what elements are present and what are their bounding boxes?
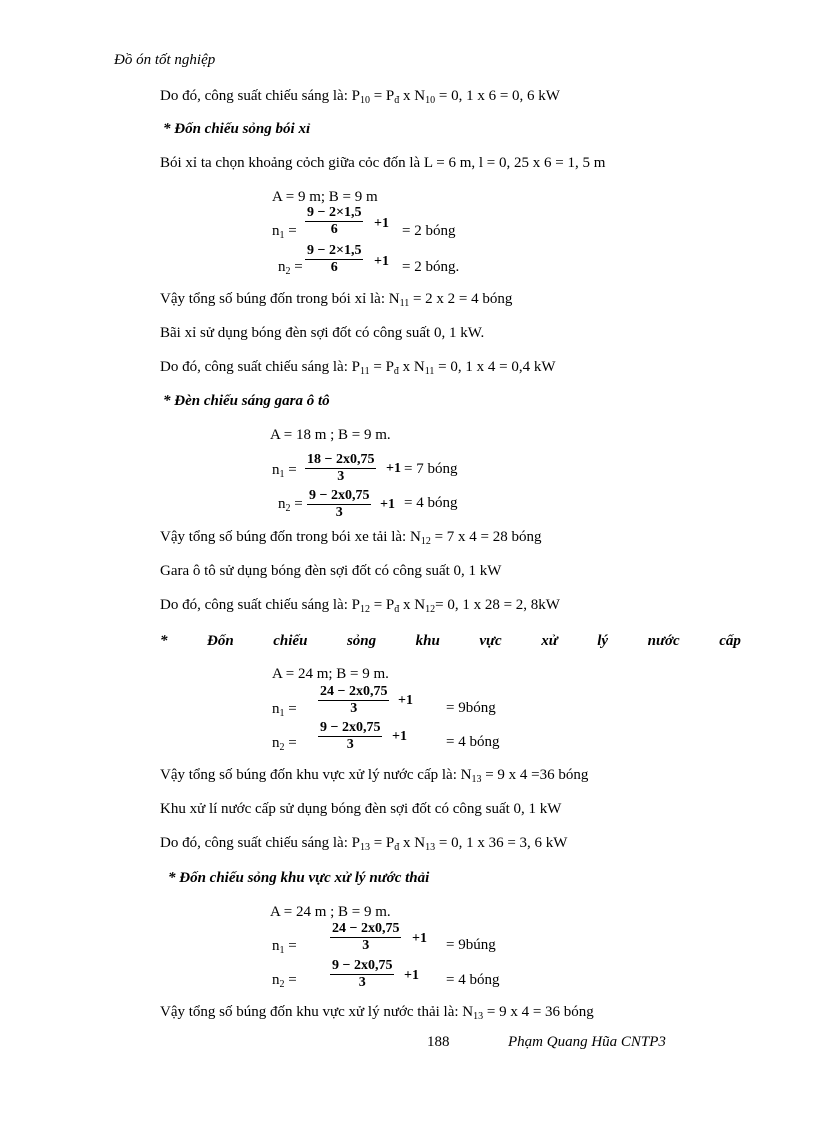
dimensions-ash-yard: A = 9 m; B = 9 m	[272, 189, 378, 205]
water-supply-bulb-note: Khu xử lí nước cấp sử dụng bóng đèn sợi đốt có công suất 0, 1 kW	[160, 801, 562, 817]
n2-label: $n_2$ =	[272, 972, 297, 990]
plus-one: +1	[404, 968, 419, 983]
fraction-n1-water-supply: 24 − 2x0,75 3	[320, 684, 388, 716]
dimensions-water-supply: A = 24 m; B = 9 m.	[272, 666, 389, 682]
n1-label: $n_1$ =	[272, 701, 297, 719]
dimensions-wastewater: A = 24 m ; B = 9 m.	[270, 904, 391, 920]
total-water-supply-lamps: Vậy tổng số búng đốn khu vực xử lý nước cấp là: $N_{13} = 9$ x 4 =36 bóng	[160, 767, 589, 785]
result-n2-wastewater: = 4 bóng	[446, 972, 500, 988]
power-line-13: Do đó, công suất chiếu sáng là: $P_{13} = P_đ$ x $N_{13} = 0$, 1 x 36 = 3, 6 kW	[160, 835, 568, 853]
document-header: Đồ ón tốt nghiệp	[114, 52, 216, 68]
garage-bulb-note: Gara ô tô sử dụng bóng đèn sợi đốt có công suất 0, 1 kW	[160, 563, 502, 579]
plus-one: +1	[386, 461, 401, 476]
fraction-n2-water-supply: 9 − 2x0,75 3	[320, 720, 381, 752]
fraction-n1-ash: 9 − 2×1,5 6	[307, 205, 362, 237]
total-ash-lamps: Vậy tổng số búng đốn trong bói xỉ là: $N_{11} = 2$ x 2 = 4 bóng	[160, 291, 513, 309]
fraction-n2-ash: 9 − 2×1,5 6	[307, 243, 362, 275]
total-wastewater-lamps: Vậy tổng số búng đốn khu vực xử lý nước thải là: $N_{13} = 9$ x 4 = 36 bóng	[160, 1004, 594, 1022]
plus-one: +1	[398, 693, 413, 708]
plus-one: +1	[392, 729, 407, 744]
power-line-11: Do đó, công suất chiếu sáng là: $P_{11} = P_đ$ x $N_{11} = 0$, 1 x 4 = 0,4 kW	[160, 359, 556, 377]
section-heading-ash-yard: * Đốn chiếu sỏng bói xỉ	[163, 121, 311, 137]
plus-one: +1	[412, 931, 427, 946]
n1-label: $n_1$ =	[272, 223, 297, 241]
section-heading-wastewater: * Đốn chiếu sỏng khu vực xử lý nước thải	[168, 870, 430, 886]
total-garage-lamps: Vậy tổng số búng đốn trong bói xe tải là: $N_{12} = 7$ x 4 = 28 bóng	[160, 529, 542, 547]
section-heading-garage: * Đèn chiếu sáng gara ô tô	[163, 393, 330, 409]
result-n1-wastewater: = 9búng	[446, 937, 496, 953]
result-n2-water-supply: = 4 bóng	[446, 734, 500, 750]
dimensions-garage: A = 18 m ; B = 9 m.	[270, 427, 391, 443]
n2-label: $n_2$ =	[278, 496, 303, 514]
power-line-10: Do đó, công suất chiếu sáng là: $P_{10} = P_đ$ x $N_{10} = 0$, 1 x 6 = 0, 6 kW	[160, 88, 560, 106]
result-n2-ash: = 2 bóng.	[402, 259, 460, 275]
fraction-n1-wastewater: 24 − 2x0,75 3	[332, 921, 400, 953]
n1-label: $n_1$ =	[272, 938, 297, 956]
fraction-n2-wastewater: 9 − 2x0,75 3	[332, 958, 393, 990]
n1-label: $n_1$ =	[272, 462, 297, 480]
spacing-line: Bói xỉ ta chọn khoảng cỏch giữa cỏc đốn là L = 6 m, l = 0, 25 x 6 = 1, 5 m	[160, 155, 606, 171]
result-n1-garage: = 7 bóng	[404, 461, 458, 477]
result-n1-ash: = 2 bóng	[402, 223, 456, 239]
result-n2-garage: = 4 bóng	[404, 495, 458, 511]
fraction-n2-garage: 9 − 2x0,75 3	[309, 488, 370, 520]
page-number: 188	[427, 1034, 450, 1050]
n2-label: $n_2$ =	[278, 259, 303, 277]
ash-bulb-note: Bãi xỉ sử dụng bóng đèn sợi đốt có công suất 0, 1 kW.	[160, 325, 485, 341]
footer-author: Phạm Quang Hũa CNTP3	[508, 1034, 666, 1050]
plus-one: +1	[374, 254, 389, 269]
result-n1-water-supply: = 9bóng	[446, 700, 496, 716]
section-heading-water-supply: * Đốn chiếu sỏng khu vực xử lý nước cấp	[160, 633, 741, 649]
n2-label: $n_2$ =	[272, 735, 297, 753]
plus-one: +1	[380, 497, 395, 512]
fraction-n1-garage: 18 − 2x0,75 3	[307, 452, 375, 484]
power-line-12: Do đó, công suất chiếu sáng là: $P_{12} = P_đ$ x $N_{12}= 0$, 1 x 28 = 2, 8kW	[160, 597, 560, 615]
plus-one: +1	[374, 216, 389, 231]
